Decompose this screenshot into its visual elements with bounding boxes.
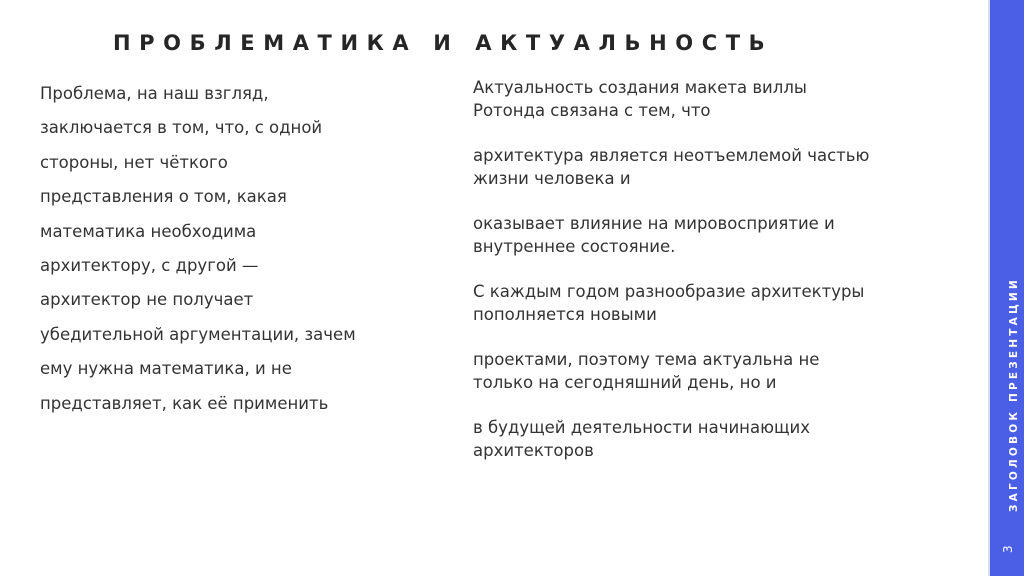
problem-text-block [40,77,430,421]
relevance-text-block [473,76,963,484]
problem-line: заключается в том, что, с одной [40,118,323,138]
relevance-paragraph [473,280,963,326]
relevance-line: только на сегодняшний день, но и [473,373,777,392]
relevance-paragraph [473,212,963,258]
problem-line: Проблема, на наш взгляд, [40,84,269,103]
relevance-line: оказывает влияние на мировосприятие и [473,214,835,233]
relevance-line: жизни человека и [473,169,631,188]
slide-title: ПРОБЛЕМАТИКА И АКТУАЛЬНОСТЬ [113,31,774,55]
relevance-line: архитектура является неотъемлемой частью [473,146,870,165]
problem-line: архитектор не получает [40,290,254,310]
relevance-line: внутреннее состояние. [473,237,676,256]
problem-line: ему нужна математика, и не [40,359,292,379]
relevance-paragraph [473,76,963,122]
relevance-line: проектами, поэтому тема актуальна не [473,350,820,369]
relevance-paragraph [473,348,963,394]
page-number: 3 [1001,545,1015,553]
problem-line: представляет, как её применить [40,393,329,413]
relevance-line: архитекторов [473,441,594,460]
relevance-line: Актуальность создания макета виллы [473,78,807,97]
relevance-line: С каждым годом разнообразие архитектуры [473,282,865,301]
presentation-title-vertical: ЗАГОЛОВОК ПРЕЗЕНТАЦИИ [1008,277,1020,512]
relevance-line: в будущей деятельности начинающих [473,418,810,437]
problem-line: математика необходима [40,221,257,241]
relevance-paragraph [473,144,963,190]
problem-line: представления о том, какая [40,187,287,207]
relevance-line: Ротонда связана с тем, что [473,101,711,120]
problem-line: убедительной аргументации, зачем [40,324,356,344]
relevance-line: пополняется новыми [473,305,657,324]
problem-line: стороны, нет чёткого [40,152,228,172]
relevance-paragraph [473,416,963,462]
problem-line: архитектору, с другой — [40,256,259,276]
